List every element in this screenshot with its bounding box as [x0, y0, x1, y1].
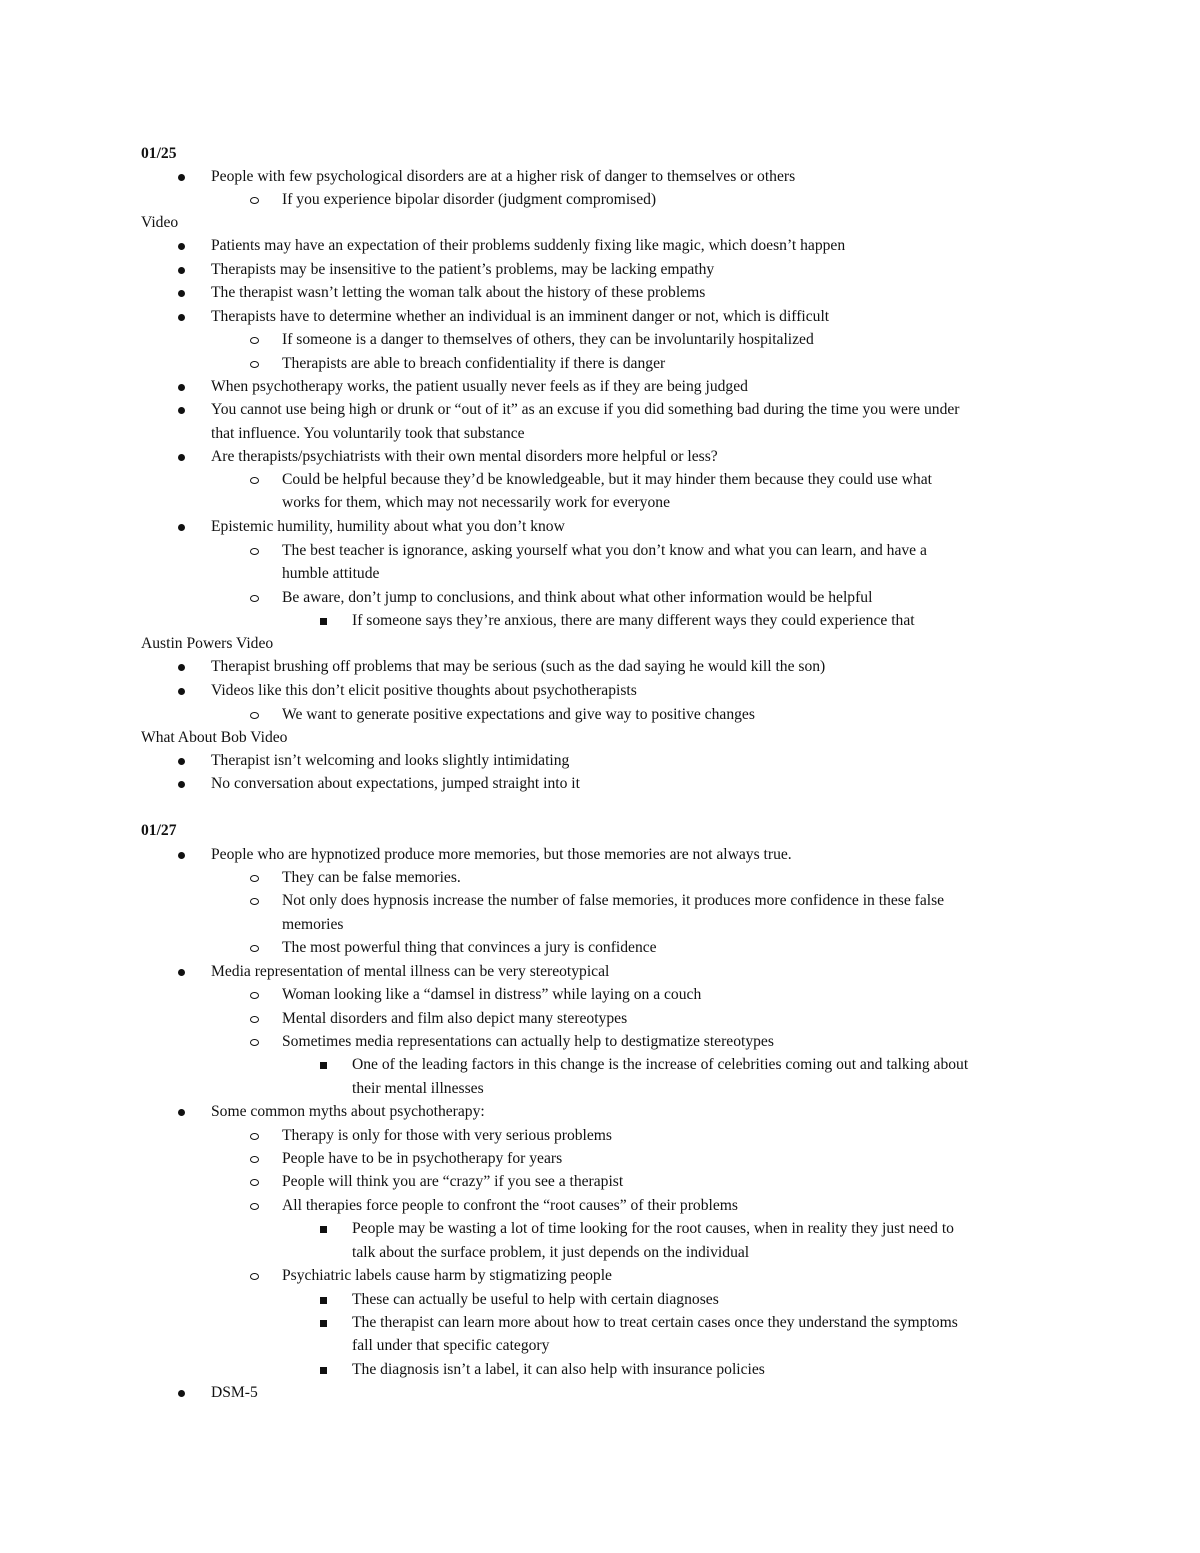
- list-item-text: Therapist brushing off problems that may be serious (such as the dad saying he would kill the son): [211, 658, 826, 675]
- list-item-text: Not only does hypnosis increase the number of false memories, it produces more confidence in these false: [282, 892, 945, 909]
- hollow-circle-bullet-icon: [250, 898, 259, 905]
- list-item-text: No conversation about expectations, jumped straight into it: [211, 775, 580, 792]
- list-item-text: Be aware, don’t jump to conclusions, and think about what other information would be helpful: [282, 589, 873, 606]
- filled-circle-bullet-icon: [178, 174, 185, 181]
- list-item-text: Therapist isn’t welcoming and looks slightly intimidating: [211, 752, 570, 769]
- square-bullet-icon: [320, 1062, 327, 1069]
- hollow-circle-bullet-icon: [250, 945, 259, 952]
- list-item-text: Patients may have an expectation of their problems suddenly fixing like magic, which doesn’t happen: [211, 237, 846, 254]
- list-item-text: Epistemic humility, humility about what you don’t know: [211, 518, 565, 535]
- list-item-text: Woman looking like a “damsel in distress” while laying on a couch: [282, 986, 702, 1003]
- hollow-circle-bullet-icon: [250, 361, 259, 368]
- filled-circle-bullet-icon: [178, 267, 185, 274]
- list-item-text: Media representation of mental illness can be very stereotypical: [211, 963, 610, 980]
- hollow-circle-bullet-icon: [250, 197, 259, 204]
- filled-circle-bullet-icon: [178, 243, 185, 250]
- list-item-text: Therapy is only for those with very serious problems: [282, 1127, 613, 1144]
- square-bullet-icon: [320, 1226, 327, 1233]
- list-item-text: People who are hypnotized produce more memories, but those memories are not always true.: [211, 846, 792, 863]
- list-item-text: If someone says they’re anxious, there are many different ways they could experience that: [352, 612, 915, 629]
- list-item-text: works for them, which may not necessarily work for everyone: [282, 494, 670, 511]
- square-bullet-icon: [320, 1367, 327, 1374]
- hollow-circle-bullet-icon: [250, 875, 259, 882]
- list-item-text: Some common myths about psychotherapy:: [211, 1103, 485, 1120]
- hollow-circle-bullet-icon: [250, 1133, 259, 1140]
- list-item-text: If you experience bipolar disorder (judgment compromised): [282, 191, 657, 208]
- hollow-circle-bullet-icon: [250, 1156, 259, 1163]
- list-item-text: Are therapists/psychiatrists with their own mental disorders more helpful or less?: [211, 448, 718, 465]
- hollow-circle-bullet-icon: [250, 712, 259, 719]
- filled-circle-bullet-icon: [178, 407, 185, 414]
- list-item-text: Therapists have to determine whether an individual is an imminent danger or not, which is difficult: [211, 308, 830, 325]
- list-item-text: memories: [282, 916, 344, 933]
- filled-circle-bullet-icon: [178, 1109, 185, 1116]
- list-item-text: their mental illnesses: [352, 1080, 484, 1097]
- list-item-text: that influence. You voluntarily took that substance: [211, 425, 525, 442]
- filled-circle-bullet-icon: [178, 852, 185, 859]
- filled-circle-bullet-icon: [178, 290, 185, 297]
- list-item-text: These can actually be useful to help with certain diagnoses: [352, 1291, 719, 1308]
- hollow-circle-bullet-icon: [250, 1179, 259, 1186]
- list-item-text: People may be wasting a lot of time looking for the root causes, when in reality they just need to: [352, 1220, 954, 1237]
- list-item-text: Videos like this don’t elicit positive thoughts about psychotherapists: [211, 682, 637, 699]
- list-item-text: We want to generate positive expectations and give way to positive changes: [282, 706, 755, 723]
- list-item-text: Mental disorders and film also depict many stereotypes: [282, 1010, 628, 1027]
- list-item-text: They can be false memories.: [282, 869, 461, 886]
- filled-circle-bullet-icon: [178, 969, 185, 976]
- square-bullet-icon: [320, 1320, 327, 1327]
- filled-circle-bullet-icon: [178, 664, 185, 671]
- hollow-circle-bullet-icon: [250, 1273, 259, 1280]
- date-heading: 01/25: [141, 145, 177, 162]
- hollow-circle-bullet-icon: [250, 337, 259, 344]
- list-item-text: humble attitude: [282, 565, 380, 582]
- filled-circle-bullet-icon: [178, 524, 185, 531]
- filled-circle-bullet-icon: [178, 688, 185, 695]
- list-item-text: fall under that specific category: [352, 1337, 550, 1354]
- list-item-text: The best teacher is ignorance, asking yourself what you don’t know and what you can learn, and have a: [282, 542, 927, 559]
- list-item-text: People have to be in psychotherapy for years: [282, 1150, 563, 1167]
- list-item-text: People with few psychological disorders are at a higher risk of danger to themselves or others: [211, 168, 796, 185]
- hollow-circle-bullet-icon: [250, 1016, 259, 1023]
- hollow-circle-bullet-icon: [250, 595, 259, 602]
- square-bullet-icon: [320, 618, 327, 625]
- list-item-text: One of the leading factors in this change is the increase of celebrities coming out and talking about: [352, 1056, 969, 1073]
- list-item-text: People will think you are “crazy” if you see a therapist: [282, 1173, 624, 1190]
- section-heading: Austin Powers Video: [141, 635, 274, 652]
- filled-circle-bullet-icon: [178, 758, 185, 765]
- list-item-text: When psychotherapy works, the patient usually never feels as if they are being judged: [211, 378, 748, 395]
- list-item-text: The diagnosis isn’t a label, it can also help with insurance policies: [352, 1361, 765, 1378]
- filled-circle-bullet-icon: [178, 384, 185, 391]
- section-heading: Video: [141, 214, 179, 231]
- hollow-circle-bullet-icon: [250, 548, 259, 555]
- list-item-text: Could be helpful because they’d be knowledgeable, but it may hinder them because they could use what: [282, 471, 932, 488]
- list-item-text: The therapist can learn more about how to treat certain cases once they understand the symptoms: [352, 1314, 958, 1331]
- hollow-circle-bullet-icon: [250, 477, 259, 484]
- list-item-text: talk about the surface problem, it just depends on the individual: [352, 1244, 750, 1261]
- list-item-text: Psychiatric labels cause harm by stigmatizing people: [282, 1267, 612, 1284]
- hollow-circle-bullet-icon: [250, 992, 259, 999]
- hollow-circle-bullet-icon: [250, 1039, 259, 1046]
- list-item-text: The most powerful thing that convinces a jury is confidence: [282, 939, 657, 956]
- filled-circle-bullet-icon: [178, 1390, 185, 1397]
- list-item-text: Therapists may be insensitive to the patient’s problems, may be lacking empathy: [211, 261, 715, 278]
- list-item-text: Therapists are able to breach confidentiality if there is danger: [282, 355, 666, 372]
- filled-circle-bullet-icon: [178, 781, 185, 788]
- list-item-text: You cannot use being high or drunk or “out of it” as an excuse if you did something bad during the time you were under: [211, 401, 960, 418]
- section-heading: What About Bob Video: [141, 729, 288, 746]
- list-item-text: If someone is a danger to themselves of others, they can be involuntarily hospitalized: [282, 331, 814, 348]
- date-heading: 01/27: [141, 822, 177, 839]
- hollow-circle-bullet-icon: [250, 1203, 259, 1210]
- list-item-text: The therapist wasn’t letting the woman talk about the history of these problems: [211, 284, 706, 301]
- list-item-text: Sometimes media representations can actually help to destigmatize stereotypes: [282, 1033, 774, 1050]
- list-item-text: DSM-5: [211, 1384, 258, 1401]
- list-item-text: All therapies force people to confront the “root causes” of their problems: [282, 1197, 738, 1214]
- filled-circle-bullet-icon: [178, 454, 185, 461]
- filled-circle-bullet-icon: [178, 314, 185, 321]
- square-bullet-icon: [320, 1297, 327, 1304]
